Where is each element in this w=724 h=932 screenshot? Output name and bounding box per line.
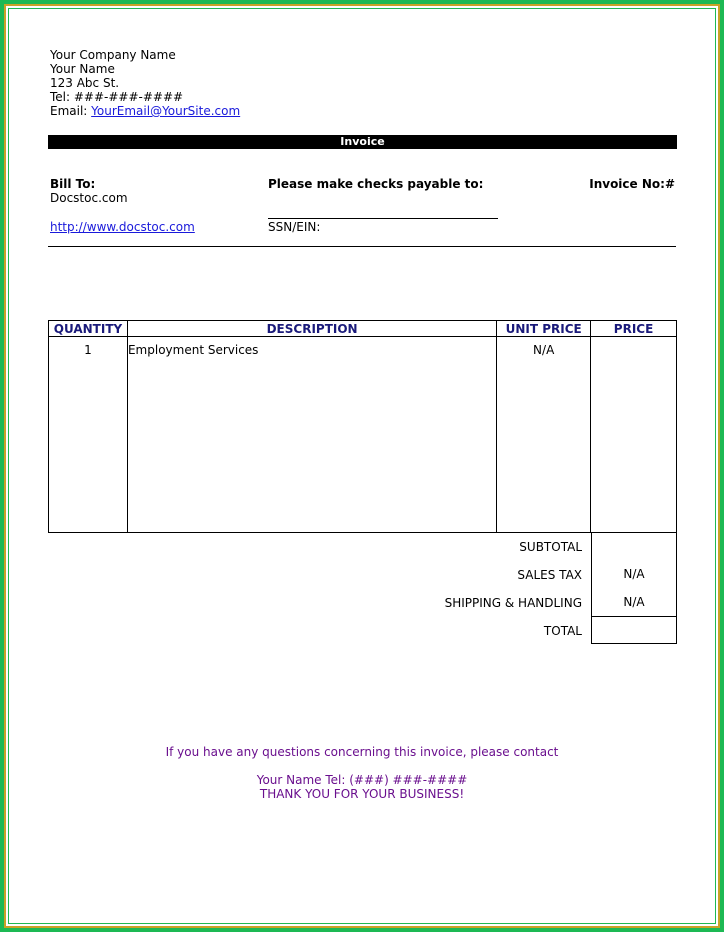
email-link[interactable]: YourEmail@YourSite.com [91, 104, 241, 118]
header-unit-price: UNIT PRICE [497, 321, 591, 337]
footer-contact: Your Name Tel: (###) ###-#### [256, 773, 468, 787]
row-price [591, 337, 677, 533]
sales-tax-row [400, 560, 677, 588]
header-divider [48, 246, 676, 247]
subtotal-label: SUBTOTAL [519, 540, 582, 554]
sales-tax-value: N/A [591, 560, 677, 588]
ssn-label: SSN/EIN: [268, 220, 321, 234]
row-unit-price: N/A [497, 337, 591, 533]
table-header-row [49, 321, 677, 337]
total-value [591, 616, 677, 644]
table-row [49, 337, 677, 533]
header-quantity: QUANTITY [49, 321, 128, 337]
row-description: Employment Services [127, 337, 496, 533]
sender-tel: Tel: ###-###-#### [50, 90, 184, 104]
sender-block [50, 48, 240, 118]
shipping-value: N/A [591, 588, 677, 616]
total-label: TOTAL [543, 624, 582, 638]
invoice-title-bar: Invoice [48, 135, 677, 149]
shipping-label: SHIPPING & HANDLING [444, 596, 582, 610]
sender-address: 123 Abc St. [50, 76, 120, 90]
email-label: Email: [50, 104, 92, 118]
bill-to-label: Bill To: [50, 177, 96, 191]
line-items-table [48, 320, 677, 533]
subtotal-row [400, 532, 677, 560]
header-price: PRICE [591, 321, 677, 337]
footer-questions: If you have any questions concerning this invoice, please contact [165, 745, 559, 759]
subtotal-value [591, 532, 677, 560]
invoice-number: Invoice No:# [589, 177, 675, 191]
payable-signature-line [268, 218, 498, 219]
totals-block [400, 532, 677, 644]
bill-to-name: Docstoc.com [50, 191, 128, 205]
header-description: DESCRIPTION [127, 321, 496, 337]
shipping-row [400, 588, 677, 616]
footer-thanks: THANK YOU FOR YOUR BUSINESS! [259, 787, 465, 801]
company-name: Your Company Name [50, 48, 176, 62]
sender-email-line [50, 104, 240, 118]
bill-to-url [50, 220, 195, 234]
bill-to-link[interactable]: http://www.docstoc.com [50, 220, 195, 234]
row-quantity: 1 [49, 337, 128, 533]
sender-name: Your Name [50, 62, 115, 76]
payable-label: Please make checks payable to: [268, 177, 484, 191]
total-row [400, 616, 677, 644]
sales-tax-label: SALES TAX [517, 568, 582, 582]
